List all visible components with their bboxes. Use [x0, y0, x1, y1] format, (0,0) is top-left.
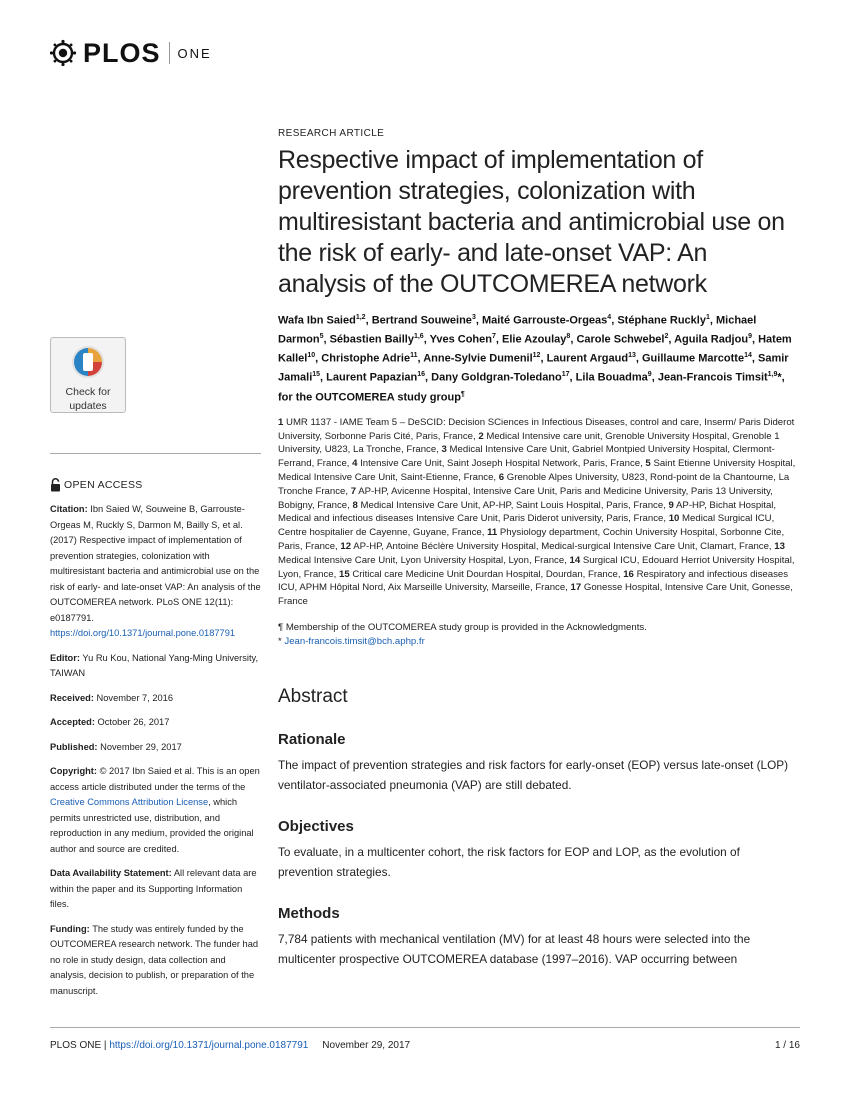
copyright-text-end: , which permits unrestricted use, distribution, and reproduction in any medium, provided the original author and source are credited.: [50, 797, 254, 854]
author-list: Wafa Ibn Saied$^{1,2}$, Bertrand Souweine$^3$, Maité Garrouste-Orgeas$^4$, Stéphane Ruckly$^1$, Michael Darmon$^5$, Sébastien Bailly$^{1,6}$, Yves Cohen$^7$, Elie Azoulay$^8$, Carole Schwebel$^2$, Aguila Radjou$^9$, Hatem Kallel$^{10}$, Christophe Adrie$^{11}$, Anne-Sylvie Dumenil$^{12}$, Laurent Argaud$^{13}$, Guillaume Marcotte$^{14}$, Samir Jamali$^{15}$, Laurent Papazian$^{16}$, Dany Goldgran-Toledano$^{17}$, Lila Bouadma$^9$, Jean-Francois Timsit$^{1,9}$*, for the OUTCOMEREA study group¶: [278, 314, 792, 404]
correspondence-email-link[interactable]: Jean-francois.timsit@bch.aphp.fr: [284, 635, 425, 647]
article-type: RESEARCH ARTICLE: [278, 128, 385, 139]
affiliation-number: 8: [352, 499, 358, 511]
affiliation-number: 15: [338, 568, 350, 580]
data-availability-text: All relevant data are within the paper and its Supporting Information files.: [50, 868, 257, 909]
affiliation-text: Surgical ICU, Edouard Herriot University Hospital, Lyon, France,: [278, 554, 795, 580]
affiliation-number: 12: [340, 540, 352, 552]
author-affiliation-marker: 2: [664, 333, 669, 341]
affiliation-text: Critical care Medicine Unit Dourdan Hospital, Dourdan, France,: [352, 568, 621, 580]
affiliation-number: 2: [478, 430, 484, 442]
funding-text: The study was entirely funded by the OUTCOMEREA research network. The funder had no role in study design, data collection and analysis, decision to publish, or preparation of the manuscript.: [50, 923, 259, 996]
received-date: November 7, 2016: [96, 692, 174, 703]
accepted-label: Accepted:: [50, 717, 95, 727]
author-name: Aguila Radjou: [674, 333, 749, 346]
author-affiliation-marker: 17: [561, 371, 570, 379]
open-access-text: OPEN ACCESS: [64, 479, 143, 491]
author-name: Samir Jamali: [278, 352, 789, 385]
affiliation-text: AP-HP, Antoine Béclère University Hospital, Medical-surgical Intensive Care Unit, Clamart, France,: [353, 540, 772, 552]
author-name: Maité Garrouste-Orgeas: [481, 314, 608, 327]
affiliation-number: 6: [498, 471, 505, 483]
affiliation-text: Gonesse Hospital, Intensive Care Unit, Gonesse, France: [278, 582, 793, 608]
abstract-section-text: The impact of prevention strategies and risk factors for early-onset (EOP) versus late-onset (LOP) ventilator-associated pneumonia (VAP) are still debated.: [278, 757, 789, 792]
author-affiliation-marker: 8: [566, 333, 571, 341]
author-affiliation-marker: 7: [491, 333, 496, 341]
affiliation-number: 1: [278, 416, 284, 428]
affiliation-text: Physiology department, Cochin University Hospital, Sorbonne Cite, Paris, France,: [278, 527, 785, 552]
author-affiliation-marker: 11: [410, 352, 418, 360]
author-affiliation-marker: 12: [532, 352, 541, 360]
affiliation-number: 7: [350, 485, 357, 497]
citation-doi-link[interactable]: https://doi.org/10.1371/journal.pone.0187791: [50, 628, 236, 638]
author-affiliation-marker: 15: [312, 371, 321, 379]
affiliation-text: AP-HP, Bichat Hospital, Medical and infectious diseases Intensive Care Unit, Paris Diderot university, Paris, France,: [278, 499, 777, 525]
author-affiliation-marker: 13: [628, 352, 636, 360]
author-name: Jean-Francois Timsit: [657, 372, 768, 385]
funding: [50, 922, 261, 1000]
author-affiliation-marker: 9: [748, 333, 752, 341]
check-for-updates-badge[interactable]: [50, 337, 126, 413]
copyright-text: © 2017 Ibn Saied et al. This is an open access article distributed under the terms of the: [50, 766, 260, 792]
affiliation-text: Medical Intensive Care Unit, AP-HP, Saint Louis Hospital, Paris, France,: [360, 499, 666, 511]
author-affiliation-marker: 4: [607, 314, 612, 321]
article-metadata: [50, 502, 261, 1008]
citation-text: Ibn Saied W, Souweine B, Garrouste-Orgeas M, Ruckly S, Darmon M, Bailly S, et al. (2017) Respective impact of implementation of prevention strategies, colonization with multiresistant bacteria and antimicrobial use on the risk of early- and late-onset VAP: An analysis of the OUTCOMEREA network. PLoS ONE 12(11): e0187791.: [50, 504, 261, 623]
author-affiliation-marker: 1,2: [355, 314, 366, 321]
correspondence-note: [278, 635, 798, 649]
author-name: Dany Goldgran-Toledano: [431, 372, 562, 385]
abstract-sections: [278, 731, 798, 969]
footer-date: November 29, 2017: [322, 1040, 411, 1051]
affiliation-text: Medical Intensive Care Unit, Lyon University Hospital, Lyon, France,: [278, 554, 567, 566]
author-list-tail: *, for the OUTCOMEREA study group: [278, 372, 785, 404]
abstract-section-heading: Methods: [278, 904, 340, 922]
author-affiliation-marker: 3: [471, 314, 476, 321]
affiliation-text: Medical Intensive care unit, Grenoble University Hospital, Grenoble 1 University, U823, La Tronche, France,: [278, 430, 780, 456]
author-name: Wafa Ibn Saied: [278, 314, 356, 327]
affiliation-text: UMR 1137 - IAME Team 5 – DeSCID: Decision SCiences in Infectious Diseases, control and care, Inserm/ Paris Diderot University, Sorbonne Paris Cité, Paris, France,: [278, 416, 795, 442]
affiliation-number: 4: [352, 458, 358, 470]
citation: [50, 502, 261, 642]
author-name: Carole Schwebel: [576, 333, 665, 346]
author-name: Guillaume Marcotte: [642, 352, 745, 365]
affiliation-text: Medical Surgical ICU, Centre hospitalier de Cayenne, Guyane, France,: [278, 513, 775, 539]
correspondence-marker: *: [278, 635, 282, 647]
citation-label: Citation:: [50, 504, 88, 514]
editor: [50, 651, 261, 682]
left-column-divider: [50, 453, 261, 454]
author-affiliation-marker: 1: [705, 314, 710, 321]
author-name: Michael Darmon: [278, 314, 757, 346]
logo-divider: [169, 42, 170, 64]
affiliation-text: AP-HP, Avicenne Hospital, Intensive Care Unit, Paris and Medicine University, Paris 13 University, Bobigny, France,: [278, 485, 773, 511]
received-label: Received:: [50, 692, 94, 703]
affiliation-text: Grenoble Alpes University, U823, Rond-point de la Chantourne, La Tronche France,: [278, 471, 790, 497]
author-affiliation-marker: 1,6: [413, 333, 424, 341]
author-affiliation-marker: 16: [417, 371, 426, 379]
author-notes: [278, 621, 798, 649]
plos-one-logo[interactable]: [49, 38, 212, 68]
group-note: ¶ Membership of the OUTCOMEREA study group is provided in the Acknowledgments.: [278, 621, 647, 633]
author-name: Anne-Sylvie Dumenil: [423, 352, 533, 365]
data-availability: [50, 866, 261, 913]
affiliation-text: Saint Etienne University Hospital, Medical Intensive Care Unit, Saint-Etienne, France,: [278, 458, 796, 483]
author-list-tail-marker: ¶: [460, 390, 465, 398]
editor-text: Yu Ru Kou, National Yang-Ming University, TAIWAN: [50, 652, 259, 678]
footer-journal: PLOS ONE: [50, 1040, 102, 1051]
affiliations: [278, 416, 798, 609]
abstract-section-heading: Rationale: [278, 730, 346, 748]
received: [50, 691, 261, 707]
cc-license-link[interactable]: Creative Commons Attribution License: [50, 797, 209, 807]
author-name: Sébastien Bailly: [329, 333, 414, 346]
accepted: [50, 715, 261, 731]
logo-journal: ONE: [177, 45, 212, 61]
author-name: Yves Cohen: [429, 333, 492, 346]
abstract-section-text: 7,784 patients with mechanical ventilation (MV) for at least 48 hours were selected into the multicenter prospective OUTCOMEREA database (1997–2016). VAP occurring between: [278, 931, 751, 966]
page-footer: [50, 1040, 800, 1051]
data-availability-label: Data Availability Statement:: [50, 868, 172, 878]
logo-wordmark: PLOS: [83, 37, 161, 68]
affiliation-text: Medical Intensive Care Unit, Gabriel Montpied University Hospital, Clermont-Ferrand, France,: [278, 444, 775, 470]
author-affiliation-marker: 9: [647, 371, 652, 379]
author-affiliation-marker: 5: [319, 333, 324, 341]
open-lock-icon: [50, 478, 61, 492]
affiliation-text: Intensive Care Unit, Saint Joseph Hospital Network, Paris, France,: [360, 458, 643, 470]
author-name: Christophe Adrie: [321, 352, 411, 365]
open-access-label: [50, 478, 143, 492]
funding-label: Funding:: [50, 923, 90, 934]
author-name: Laurent Argaud: [546, 352, 629, 365]
affiliation-number: 10: [668, 513, 680, 525]
copyright-label: Copyright:: [50, 766, 97, 776]
author-affiliation-marker: 10: [307, 352, 316, 360]
affiliation-number: 17: [570, 582, 582, 594]
affiliation-number: 9: [668, 499, 674, 511]
check-for-updates-line2: updates: [69, 400, 107, 412]
published: [50, 740, 261, 756]
abstract-heading: Abstract: [278, 685, 348, 707]
author-name: Elie Azoulay: [502, 333, 567, 346]
footer-doi-link[interactable]: https://doi.org/10.1371/journal.pone.0187791: [109, 1040, 309, 1051]
affiliation-number: 14: [569, 554, 581, 566]
abstract-section-text: To evaluate, in a multicenter cohort, the risk factors for EOP and LOP, as the evolution of prevention strategies.: [278, 844, 740, 879]
article-title: Respective impact of implementation of prevention strategies, colonization with multiresistant bacteria and antimicrobial use on the risk of early- and late-onset VAP: An analysis of the OUTCOMEREA network: [278, 146, 785, 298]
author-name: Hatem Kallel: [278, 333, 792, 365]
author-name: Lila Bouadma: [575, 372, 648, 385]
author-affiliation-marker: 1,9: [767, 371, 778, 379]
copyright: [50, 764, 261, 857]
affiliation-number: 16: [623, 568, 634, 580]
affiliation-number: 5: [645, 458, 651, 470]
accepted-date: October 26, 2017: [97, 717, 170, 727]
affiliation-number: 3: [441, 444, 447, 456]
affiliation-number: 13: [774, 540, 785, 552]
author-name: Stéphane Ruckly: [617, 314, 706, 327]
check-for-updates-line1: Check for: [65, 386, 111, 398]
footer-separator: |: [103, 1040, 107, 1051]
published-label: Published:: [50, 741, 98, 752]
author-name: Laurent Papazian: [326, 372, 418, 385]
abstract-section-heading: Objectives: [278, 817, 354, 835]
page-number: 1 / 16: [774, 1040, 800, 1051]
author-affiliation-marker: 14: [744, 352, 752, 360]
author-name: Bertrand Souweine: [371, 314, 472, 327]
affiliation-text: Respiratory and infectious diseases ICU, APHM Hôpital Nord, Aix Marseille University, Marseille, France,: [278, 568, 789, 594]
footer-divider: [50, 1027, 800, 1028]
editor-label: Editor:: [50, 652, 80, 663]
article-main: [278, 128, 798, 969]
plos-logo-icon: [49, 39, 77, 67]
check-for-updates-icon: [71, 345, 105, 379]
published-date: November 29, 2017: [100, 741, 182, 752]
affiliation-number: 11: [487, 527, 498, 539]
